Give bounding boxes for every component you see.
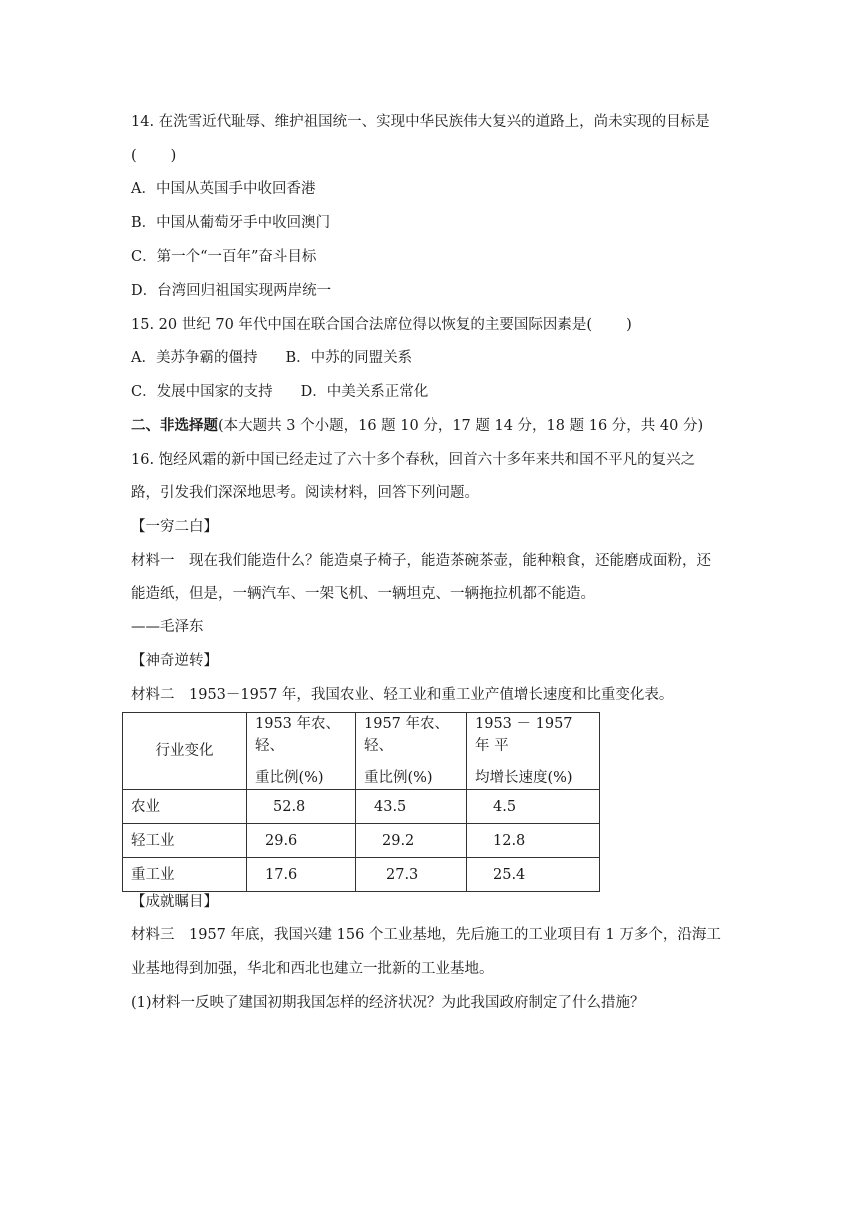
cell-growth: 4.5 [467, 790, 600, 824]
q15-stem: 15. 20 世纪 70 年代中国在联合国合法席位得以恢复的主要国际因素是( ) [131, 317, 632, 333]
section2-note: (本大题共 3 个小题，16 题 10 分，17 题 14 分，18 题 16 分，共 40 分) [218, 418, 704, 434]
header-growth-rate: 1953 － 1957 年 平 均增长速度(%) [467, 713, 600, 790]
material1-line2: 能造纸，但是，一辆汽车、一架飞机、一辆坦克、一辆拖拉机都不能造。 [131, 586, 595, 602]
cell-growth: 25.4 [467, 858, 600, 892]
cell-1957: 43.5 [356, 790, 467, 824]
q16-intro-line1: 16. 饱经风霜的新中国已经走过了六十多个春秋，回首六十多年来共和国不平凡的复兴之 [131, 452, 696, 468]
q15-option-b: B．中苏的同盟关系 [285, 350, 413, 366]
q14-option-a: A．中国从英国手中收回香港 [131, 181, 316, 197]
material2-caption: 材料二 1953－1957 年，我国农业、轻工业和重工业产值增长速度和比重变化表。 [131, 687, 674, 703]
heading-chengjiu-zhumu: 【成就瞩目】 [131, 894, 218, 910]
cell-1953: 52.8 [247, 790, 356, 824]
q15-option-a: A．美苏争霸的僵持 [131, 350, 258, 366]
heading-shenqi-nizhuan: 【神奇逆转】 [131, 653, 218, 669]
cell-1957: 27.3 [356, 858, 467, 892]
cell-1953: 29.6 [247, 824, 356, 858]
q15-options-row2 [131, 382, 428, 402]
q15-option-c: C．发展中国家的支持 [131, 384, 273, 400]
cell-1953: 17.6 [247, 858, 356, 892]
table-row [123, 824, 600, 858]
q15-options-row1 [131, 348, 412, 368]
section2-heading [131, 416, 703, 436]
header-1953-ratio: 1953 年农、轻、 重比例(%) [247, 713, 356, 790]
q14-option-d: D．台湾回归祖国实现两岸统一 [131, 283, 332, 299]
heading-yiqiong-erbai: 【一穷二白】 [131, 519, 218, 535]
table-row [123, 790, 600, 824]
industry-ratio-table [122, 712, 600, 892]
material3-line1: 材料三 1957 年底，我国兴建 156 个工业基地，先后施工的工业项目有 1 万多个，沿海工 [131, 927, 721, 943]
header-industry: 行业变化 [123, 713, 247, 790]
q14-answer-bracket: ( ) [131, 148, 177, 164]
q14-option-b: B．中国从葡萄牙手中收回澳门 [131, 215, 331, 231]
row-name: 重工业 [123, 858, 247, 892]
header-1957-ratio: 1957 年农、轻、 重比例(%) [356, 713, 467, 790]
section2-title: 二、非选择题 [131, 417, 218, 434]
q16-intro-line2: 路，引发我们深深地思考。阅读材料，回答下列问题。 [131, 485, 479, 501]
material3-line2: 业基地得到加强，华北和西北也建立一批新的工业基地。 [131, 961, 494, 977]
row-name: 农业 [123, 790, 247, 824]
cell-growth: 12.8 [467, 824, 600, 858]
table-header-row [123, 713, 600, 790]
table-row [123, 858, 600, 892]
q15-option-d: D．中美关系正常化 [300, 384, 429, 400]
cell-1957: 29.2 [356, 824, 467, 858]
row-name: 轻工业 [123, 824, 247, 858]
material1-source: ——毛泽东 [131, 619, 204, 635]
sub-question-1: (1)材料一反映了建国初期我国怎样的经济状况？为此我国政府制定了什么措施？ [131, 995, 645, 1011]
q14-stem: 14. 在洗雪近代耻辱、维护祖国统一、实现中华民族伟大复兴的道路上，尚未实现的目标是 [131, 114, 710, 130]
material1-line1: 材料一 现在我们能造什么？能造桌子椅子，能造茶碗茶壶，能种粮食，还能磨成面粉，还 [131, 553, 711, 569]
q14-option-c: C．第一个“一百年”奋斗目标 [131, 249, 317, 265]
